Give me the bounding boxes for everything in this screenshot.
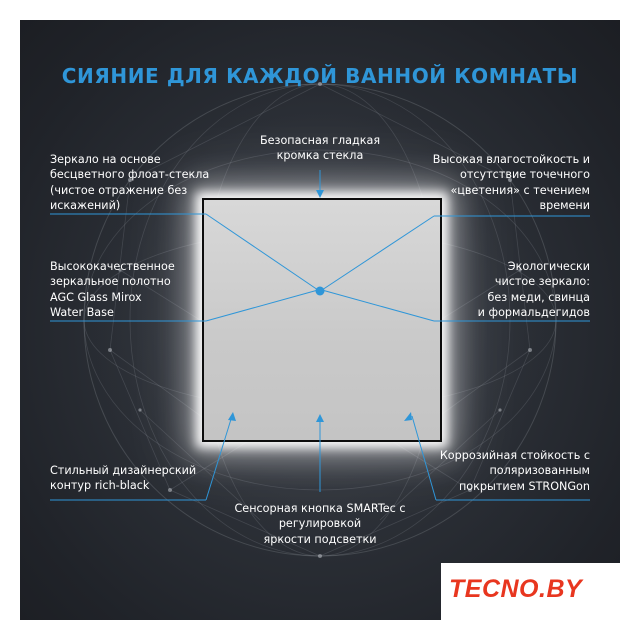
infographic-panel (20, 20, 620, 620)
brand-logo[interactable] (441, 563, 620, 620)
feature-top-center: Безопасная гладкая кромка стекла (259, 134, 381, 163)
mirror-image (202, 198, 442, 442)
feature-bottom-center: Сенсорная кнопка SMARTec с регулировкой яркости подсветки (234, 502, 406, 546)
feature-right-3: Коррозийная стойкость с поляризованным покрытием STRONGon (439, 449, 590, 493)
feature-left-2: Высококачественное зеркальное полотно AGC Glass Mirox Water Base (50, 260, 175, 320)
feature-left-3: Стильный дизайнерский контур rich-black (50, 464, 197, 493)
page-title: СИЯНИЕ ДЛЯ КАЖДОЙ ВАННОЙ КОМНАТЫ (61, 64, 579, 88)
feature-left-1: Зеркало на основе бесцветного флоат-стекла (чистое отражение без искажений) (50, 153, 210, 213)
feature-right-1: Высокая влагостойкость и отсутствие точечного «цветения» с течением времени (432, 153, 590, 213)
feature-right-2: Экологически чистое зеркало: без меди, свинца и формальдегидов (477, 260, 590, 320)
brand-logo-text: TECNO.BY (449, 575, 583, 603)
